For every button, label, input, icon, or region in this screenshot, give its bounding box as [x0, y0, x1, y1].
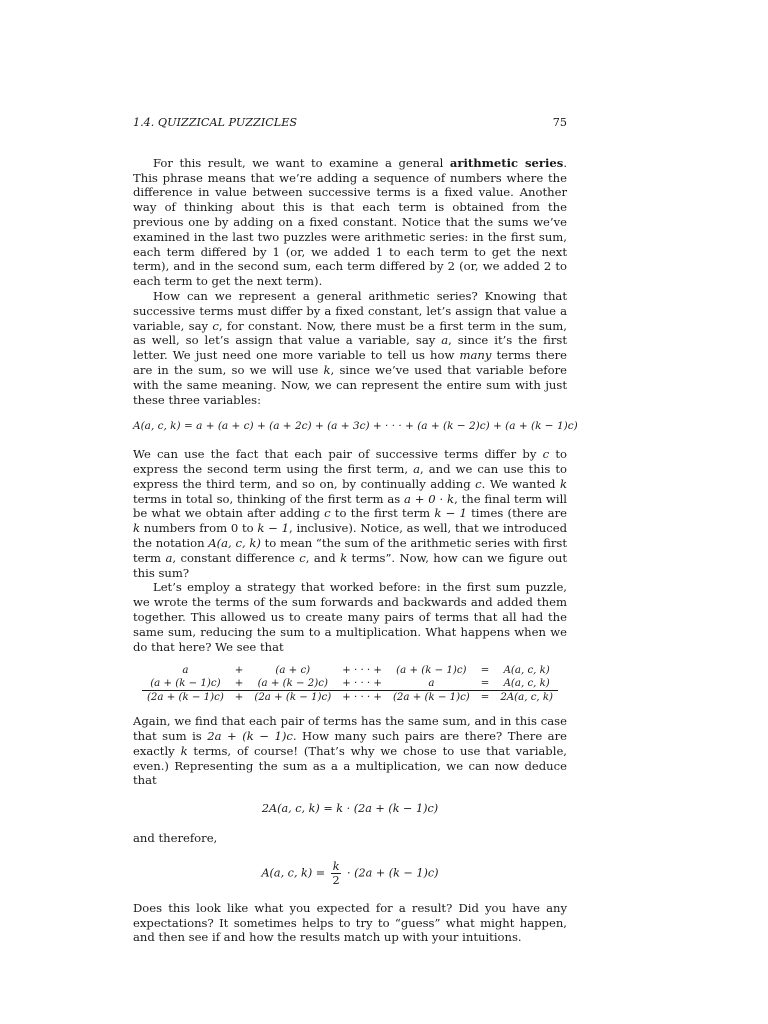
sum-table — [142, 664, 558, 704]
paragraph-2: How can we represent a general arithmetic series? Knowing that successive terms must differ by a fixed constant, let’s assign that value a variable, say c, for constant. Now, there must be a first term in the sum, as well, so let’s assign that value a variable, say a, since it’s the first letter. We just need one more variable to tell us how many terms there are in the sum, so we will use k, since we’ve used that variable before with the same meaning. Now, we can represent the entire sum with just these three variables: — [133, 288, 567, 407]
running-header — [133, 116, 567, 131]
paragraph-4: Let’s employ a strategy that worked before: in the first sum puzzle, we wrote the terms of the sum forwards and backwards and added them together. This allowed us to create many pairs of terms that all had the same sum, reducing the sum to a multiplication. What happens when we do that here? We see that — [133, 580, 567, 654]
paragraph-5: Again, we find that each pair of terms has the same sum, and in this case that sum is 2a + (k − 1)c. How many such pairs are there? There are exactly k terms, of course! (That’s why we chose to use that variable, even.) Representing the sum as a a multiplication, we can now deduce that — [133, 714, 568, 788]
page-content — [133, 116, 578, 945]
table-row: a + (a + c) + · · · + (a + (k − 1)c) = A(a, c, k) — [182, 665, 550, 677]
paragraph-7: Does this look like what you expected for a result? Did you have any expectations? It sometimes helps to try to “guess” what might happen, and then see if and how the results match up with your intuitions. — [133, 900, 567, 945]
equation-sum-definition: A(a, c, k) = a + (a + c) + (a + 2c) + (a + 3c) + · · · + (a + (k − 2)c) + (a + (k − 1)c) — [133, 420, 578, 433]
paragraph-3: We can use the fact that each pair of successive terms differ by c to express the second term using the first term, a, and we can use this to express the third term, and so on, by continually adding c. We wanted k terms in total so, thinking of the first term as a + 0 · k, the final term will be what we obtain after adding c to the first term k − 1 times (there are k numbers from 0 to k − 1, inclusive). Notice, as well, that we introduced the notation A(a, c, k) to mean “the sum of the arithmetic series with first term a, constant difference c, and k terms”. Now, how can we figure out this sum? — [133, 447, 568, 580]
table-row-total: (2a + (k − 1)c) + (2a + (k − 1)c) + · · · + (2a + (k − 1)c) = 2A(a, c, k) — [142, 691, 558, 705]
equation-result: A(a, c, k) = $\frac{k}{2}$ · (2a + (k − 1)c) — [261, 859, 439, 887]
term-arithmetic-series: arithmetic series — [449, 155, 564, 170]
equation-double-sum: 2A(a, c, k) = k · (2a + (k − 1)c) — [261, 802, 439, 816]
section-title: 1.4. QUIZZICAL PUZZICLES — [133, 116, 298, 129]
page-number: 75 — [552, 116, 567, 129]
paragraph-1: For this result, we want to examine a general arithmetic series. This phrase means that we’re adding a sequence of numbers where the difference in value between successive terms is a fixed value. Another way of thinking about this is that each term is obtained from the previous one by adding on a fixed constant. Notice that the sums we’ve examined in the last two puzzles were arithmetic series: in the first sum, each term differed by 1 (or, we added 1 to each term to get the next term), and in the second sum, each term differed by 2 (or, we added 2 to each term to get the next term). — [133, 155, 567, 289]
fraction-k-over-2: $\frac{k}{2}$ — [332, 859, 340, 887]
table-row: (a + (k − 1)c) + (a + (k − 2)c) + · · · + a = A(a, c, k) — [150, 678, 550, 690]
paragraph-6: and therefore, — [133, 831, 218, 846]
